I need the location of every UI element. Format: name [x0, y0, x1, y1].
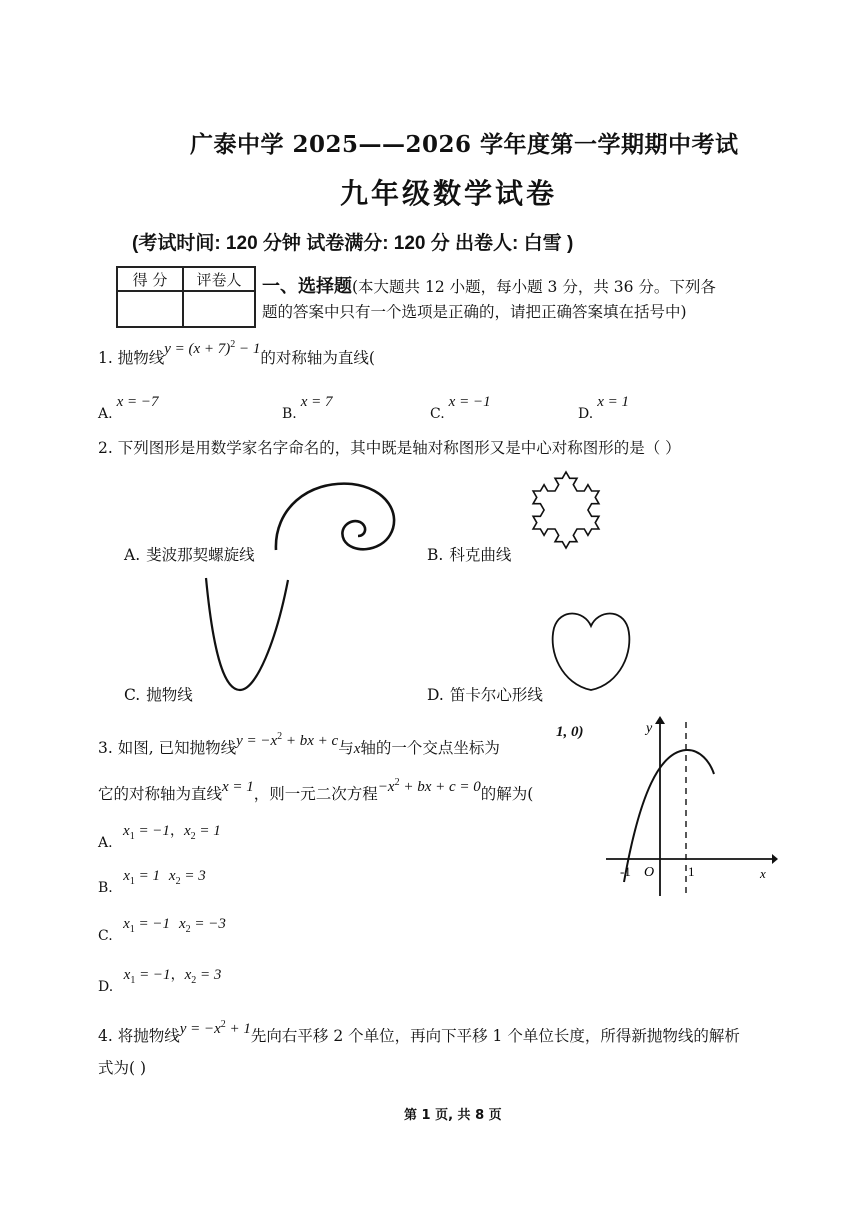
q4-equation [180, 1021, 251, 1037]
exam-subtitle: 九年级数学试卷 [340, 177, 558, 210]
q1-d-value: x = 1 [597, 394, 629, 410]
q2-option-d[interactable] [427, 683, 543, 705]
q1-prefix: 1. 抛物线 [98, 349, 165, 367]
q2-a-label: A. [124, 546, 141, 564]
score-cell [117, 291, 183, 327]
q2-option-c[interactable] [124, 683, 193, 705]
q3-quad-base: −x [377, 779, 395, 795]
q4-eq-tail: + 1 [225, 1021, 251, 1037]
q3-stem-line1 [98, 731, 500, 758]
q3-quadratic-eq [378, 779, 481, 795]
q4-eq-exp: 2 [220, 1019, 226, 1030]
q2-b-label: B. [427, 546, 444, 564]
graph-tick-1: 1 [688, 864, 695, 879]
q1-b-value: x = 7 [300, 394, 333, 410]
q1-c-label: C. [430, 406, 445, 422]
q2-option-a[interactable] [124, 543, 255, 565]
exam-title: 广泰中学 2025——2026 学年度第一学期期中考试 [190, 131, 739, 158]
q3-a-x2-val: = 1 [199, 823, 221, 839]
q2-c-label: C. [124, 686, 141, 704]
page-footer: 第 1 页, 共 8 页 [404, 1108, 502, 1123]
q3-c-x2: $x_2 = -3$ [178, 916, 226, 935]
q4-eq-base: y = −x [179, 1021, 221, 1037]
q3-d-x1-val: = −1 [139, 967, 171, 983]
graph-tick-neg1: -1 [620, 864, 631, 879]
score-header: 得 分 [117, 267, 183, 291]
parabola-curve [624, 750, 714, 882]
score-table [116, 266, 256, 328]
q3-eq-base: y = −x [236, 733, 278, 749]
q1-b-label: B. [282, 406, 297, 422]
q3-mid2: 轴的一个交点坐标为 [360, 739, 500, 757]
q2-a-text: 斐波那契螺旋线 [146, 546, 255, 564]
section-desc-2: 题的答案中只有一个选项是正确的，请把正确答案填在括号中) [262, 303, 687, 321]
q3-d-sep: ， [170, 967, 185, 983]
q3-eq-tail: + bx + c [282, 733, 339, 749]
q3-option-a[interactable] [98, 820, 221, 851]
q2-d-label: D. [427, 686, 444, 704]
graph-origin: O [644, 865, 655, 880]
q2-option-b[interactable] [427, 543, 511, 565]
q3-option-c[interactable] [98, 916, 226, 944]
q3-b-x1: $x_1 = 1$ [123, 868, 160, 887]
q3-line2-prefix: 它的对称轴为直线 [98, 785, 223, 803]
q1-equation [164, 341, 260, 357]
q3-quad-exp: 2 [394, 777, 400, 788]
q3-c-x2-val: = −3 [194, 916, 226, 932]
q4-prefix: 4. 将抛物线 [98, 1027, 180, 1045]
graph-x-label: x [760, 866, 766, 881]
q3-option-b[interactable] [98, 868, 206, 896]
q1-eq-tail: − 1 [235, 341, 261, 357]
exam-info: (考试时间: 120 分钟 试卷满分: 120 分 出卷人: 白雪 ) [132, 233, 574, 254]
grader-cell [183, 291, 255, 327]
q3-stem-line2 [98, 777, 534, 804]
koch-snowflake-figure [520, 462, 612, 554]
q1-option-c[interactable] [430, 394, 491, 422]
q2-d-text: 笛卡尔心形线 [449, 686, 543, 704]
q3-b-x2: $x_2 = 3$ [168, 868, 206, 887]
q3-d-label: D. [98, 979, 114, 995]
q1-stem [98, 339, 375, 368]
q4-suffix: 先向右平移 2 个单位，再向下平移 1 个单位长度，所得新抛物线的解析 [250, 1027, 740, 1045]
q2-c-text: 抛物线 [146, 686, 193, 704]
q1-eq-exp: 2 [230, 339, 236, 350]
q3-b-x1-val: = 1 [138, 868, 160, 884]
q3-axis-eq: x = 1 [222, 779, 254, 795]
q3-line2-suffix: 的解为( [480, 785, 534, 803]
q3-b-x2-val: = 3 [184, 868, 206, 884]
q1-suffix: 的对称轴为直线( [260, 349, 375, 367]
q3-b-label: B. [98, 880, 113, 896]
q3-prefix: 3. 如图, 已知抛物线 [98, 739, 237, 757]
q2-stem: 2. 下列图形是用数学家名字命名的，其中既是轴对称图形又是中心对称图形的是（ ） [98, 439, 681, 457]
q4-stem-line1 [98, 1019, 740, 1046]
q3-equation [236, 733, 338, 749]
q1-a-value: x = −7 [116, 394, 159, 410]
q3-a-label: A. [98, 835, 113, 851]
fibonacci-spiral-figure [262, 470, 402, 560]
parabola-figure [200, 572, 300, 696]
q3-d-x1: $x_1 = -1$ [123, 967, 171, 986]
q3-c-x1: $x_1 = -1$ [123, 916, 171, 935]
q4-stem-line2: 式为( ) [98, 1059, 147, 1077]
q3-eq-exp: 2 [277, 731, 283, 742]
q1-option-d[interactable] [578, 394, 629, 422]
q1-option-b[interactable] [282, 394, 333, 422]
q3-d-x2: $x_2 = 3$ [184, 967, 222, 986]
x-axis-arrow [772, 854, 778, 864]
q3-line2-mid: ，则一元二次方程 [253, 785, 378, 803]
q1-a-label: A. [98, 406, 113, 422]
q1-d-label: D. [578, 406, 594, 422]
q1-option-a[interactable] [98, 394, 159, 422]
q3-point: 1, 0) [556, 724, 584, 740]
q3-c-sep [170, 916, 179, 932]
section-heading [262, 272, 716, 298]
q3-c-x1-val: = −1 [138, 916, 171, 932]
q3-a-x2: $x_2 = 1$ [183, 823, 221, 842]
cardioid-figure [548, 606, 634, 696]
section-title: 一、选择题 [262, 276, 352, 297]
y-axis-arrow [655, 716, 665, 724]
q3-parabola-graph [600, 712, 780, 898]
graph-y-label: y [646, 721, 653, 736]
q3-mid: 与 [338, 739, 354, 757]
q3-mid-var: x [353, 741, 361, 757]
q3-a-sep: ， [169, 823, 184, 839]
q3-c-label: C. [98, 928, 113, 944]
q1-c-value: x = −1 [448, 394, 491, 410]
q1-eq-base: y = (x + 7) [164, 341, 231, 357]
q2-b-text: 科克曲线 [449, 546, 512, 564]
section-desc-1: (本大题共 12 小题，每小题 3 分，共 36 分。下列各 [352, 278, 716, 296]
q3-option-d[interactable] [98, 964, 222, 995]
q3-a-x1: $x_1 = -1$ [123, 823, 170, 842]
grader-header: 评卷人 [183, 267, 255, 291]
q3-d-x2-val: = 3 [199, 967, 222, 983]
q3-b-sep [160, 868, 169, 884]
q3-quad-tail: + bx + c = 0 [399, 779, 481, 795]
q3-a-x1-val: = −1 [138, 823, 170, 839]
